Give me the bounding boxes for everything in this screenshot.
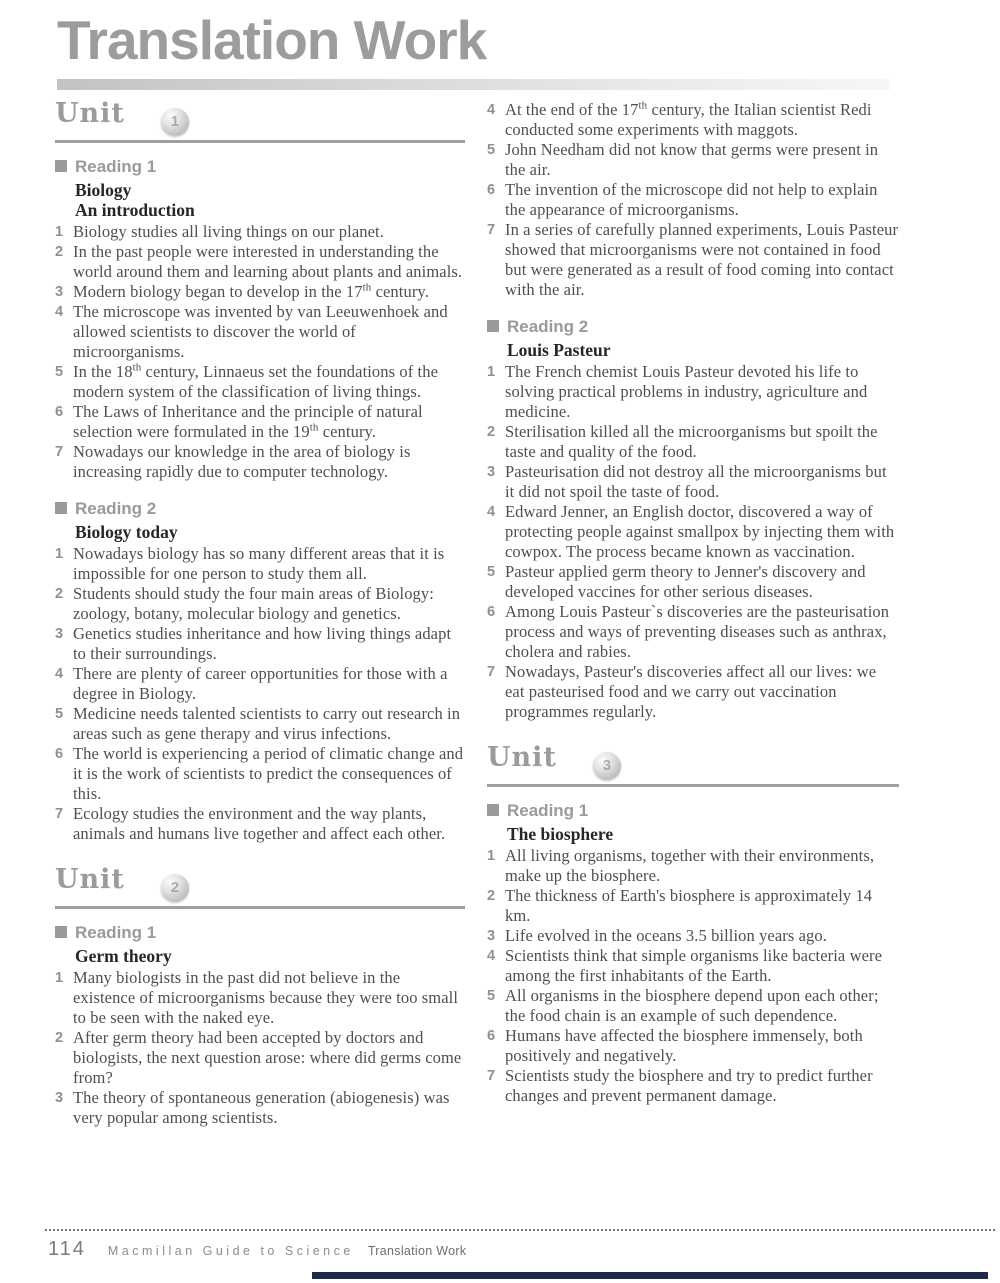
reading-section — [55, 157, 465, 482]
sentence-list — [55, 968, 465, 1128]
item-text: Pasteurisation did not destroy all the microorganisms but it did not spoil the taste of food. — [505, 462, 887, 501]
numbered-sentence — [487, 462, 899, 502]
item-text: There are plenty of career opportunities for those with a degree in Biology. — [73, 664, 448, 703]
numbered-sentence — [55, 302, 465, 362]
reading-label — [55, 499, 465, 519]
sentence-list — [55, 222, 465, 482]
left-column — [55, 98, 465, 1145]
item-number: 2 — [55, 244, 64, 260]
unit-label: Unit — [487, 742, 557, 773]
numbered-sentence — [487, 886, 899, 926]
reading-section — [487, 317, 899, 722]
item-number: 6 — [487, 182, 496, 198]
reading-label-text: Reading 1 — [507, 801, 589, 820]
item-text: Pasteur applied germ theory to Jenner's discovery and developed vaccines for other serious diseases. — [505, 562, 866, 601]
unit-number: 3 — [602, 757, 612, 774]
reading-label — [55, 157, 465, 177]
numbered-sentence — [487, 220, 899, 300]
numbered-sentence — [55, 362, 465, 402]
unit-heading — [55, 98, 465, 143]
item-number: 1 — [487, 364, 496, 380]
reading-title: The biosphere — [507, 824, 614, 844]
item-number: 4 — [487, 102, 496, 118]
item-number: 4 — [55, 666, 64, 682]
title-underline-bar — [57, 79, 890, 90]
numbered-sentence — [55, 584, 465, 624]
item-text: Among Louis Pasteur`s discoveries are the pasteurisation process and ways of preventing diseases such as anthrax, cholera and rabies. — [505, 602, 890, 661]
reading-label-text: Reading 1 — [75, 923, 157, 942]
numbered-sentence — [487, 502, 899, 562]
item-text: The French chemist Louis Pasteur devoted his life to solving practical problems in industry, agriculture and medicine. — [505, 362, 868, 421]
numbered-sentence — [55, 402, 465, 442]
reading-title: An introduction — [75, 200, 195, 220]
sentence-list — [487, 100, 899, 300]
numbered-sentence — [55, 442, 465, 482]
unit-heading — [55, 864, 465, 909]
reading-square-icon — [487, 804, 499, 816]
sentence-list — [487, 846, 899, 1106]
reading-section — [487, 100, 899, 300]
item-number: 5 — [487, 564, 496, 580]
item-text: All living organisms, together with their environments, make up the biosphere. — [505, 846, 875, 885]
reading-square-icon — [55, 926, 67, 938]
item-number: 1 — [55, 546, 64, 562]
unit-number: 1 — [170, 113, 180, 130]
numbered-sentence — [55, 1088, 465, 1128]
numbered-sentence — [55, 242, 465, 282]
item-text: Many biologists in the past did not believe in the existence of microorganisms because they were too small to be seen with the naked eye. — [73, 968, 459, 1027]
reading-label — [487, 801, 899, 821]
footer-dotted-rule — [45, 1229, 995, 1231]
item-number: 1 — [55, 970, 64, 986]
item-text: Scientists study the biosphere and try to predict further changes and prevent permanent damage. — [505, 1066, 873, 1105]
item-number: 6 — [487, 604, 496, 620]
item-text: Life evolved in the oceans 3.5 billion years ago. — [505, 926, 827, 945]
unit-number-ball-icon — [161, 108, 189, 136]
right-column — [487, 98, 899, 1123]
numbered-sentence — [487, 1026, 899, 1066]
reading-square-icon — [55, 502, 67, 514]
numbered-sentence — [55, 544, 465, 584]
item-text: The theory of spontaneous generation (abiogenesis) was very popular among scientists. — [73, 1088, 450, 1127]
numbered-sentence — [487, 422, 899, 462]
reading-section — [55, 499, 465, 844]
numbered-sentence — [55, 804, 465, 844]
footer-section-title: Translation Work — [367, 1244, 467, 1258]
reading-square-icon — [487, 320, 499, 332]
numbered-sentence — [487, 140, 899, 180]
numbered-sentence — [487, 986, 899, 1026]
item-number: 3 — [55, 626, 64, 642]
unit-number-ball-icon — [161, 874, 189, 902]
item-number: 7 — [487, 664, 496, 680]
item-number: 6 — [55, 404, 64, 420]
item-text: In the past people were interested in understanding the world around them and learning about plants and animals. — [73, 242, 463, 281]
reading-title: Germ theory — [75, 946, 172, 966]
item-number: 2 — [55, 586, 64, 602]
item-text: The world is experiencing a period of climatic change and it is the work of scientists to predict the consequences of this. — [73, 744, 464, 803]
item-number: 3 — [55, 284, 64, 300]
numbered-sentence — [55, 222, 465, 242]
scan-edge-bar — [312, 1272, 988, 1279]
item-text: Edward Jenner, an English doctor, discovered a way of protecting people against smallpox by injecting them with cowpox. The process became known as vaccination. — [505, 502, 895, 561]
item-text: In the 18th century, Linnaeus set the foundations of the modern system of the classification of living things. — [73, 361, 439, 401]
sentence-list — [55, 544, 465, 844]
item-text: At the end of the 17th century, the Italian scientist Redi conducted some experiments with maggots. — [505, 99, 872, 139]
numbered-sentence — [487, 562, 899, 602]
numbered-sentence — [487, 100, 899, 140]
reading-title: Biology — [75, 180, 132, 200]
reading-square-icon — [55, 160, 67, 172]
item-number: 4 — [487, 948, 496, 964]
numbered-sentence — [487, 362, 899, 422]
numbered-sentence — [55, 624, 465, 664]
unit-number: 2 — [170, 879, 180, 896]
numbered-sentence — [487, 1066, 899, 1106]
item-text: Scientists think that simple organisms like bacteria were among the first inhabitants of the Earth. — [505, 946, 883, 985]
reading-section — [487, 801, 899, 1106]
numbered-sentence — [55, 282, 465, 302]
item-number: 3 — [487, 464, 496, 480]
unit-number-ball-icon — [593, 752, 621, 780]
item-number: 2 — [487, 888, 496, 904]
item-number: 7 — [487, 222, 496, 238]
page-number: 114 — [48, 1238, 86, 1260]
item-text: Genetics studies inheritance and how living things adapt to their surroundings. — [73, 624, 452, 663]
item-text: Biology studies all living things on our planet. — [73, 222, 384, 241]
item-text: Ecology studies the environment and the way plants, animals and humans live together and affect each other. — [73, 804, 446, 843]
item-text: In a series of carefully planned experiments, Louis Pasteur showed that microorganisms were not contained in food but were generated as a result of food coming into contact with the air. — [505, 220, 899, 299]
numbered-sentence — [487, 946, 899, 986]
unit-label: Unit — [55, 864, 125, 895]
reading-label-text: Reading 2 — [75, 499, 157, 518]
item-text: The Laws of Inheritance and the principle of natural selection were formulated in the 19th century. — [73, 402, 423, 441]
unit-heading — [487, 742, 899, 787]
item-number: 7 — [55, 444, 64, 460]
numbered-sentence — [487, 846, 899, 886]
item-number: 6 — [487, 1028, 496, 1044]
item-text: The thickness of Earth's biosphere is approximately 14 km. — [505, 886, 873, 925]
numbered-sentence — [487, 926, 899, 946]
reading-title: Louis Pasteur — [507, 340, 611, 360]
item-text: Nowadays, Pasteur's discoveries affect all our lives: we eat pasteurised food and we carry out vaccination programmes regularly. — [505, 662, 877, 721]
numbered-sentence — [487, 602, 899, 662]
reading-label-text: Reading 2 — [507, 317, 589, 336]
numbered-sentence — [55, 704, 465, 744]
item-number: 5 — [487, 988, 496, 1004]
footer-book-title: Macmillan Guide to Science — [107, 1244, 354, 1258]
item-number: 2 — [55, 1030, 64, 1046]
item-number: 5 — [55, 706, 64, 722]
item-number: 5 — [487, 142, 496, 158]
item-text: Modern biology began to develop in the 17th century. — [73, 281, 429, 301]
item-number: 6 — [55, 746, 64, 762]
reading-label — [487, 317, 899, 337]
item-number: 1 — [55, 224, 64, 240]
numbered-sentence — [55, 664, 465, 704]
page-title: Translation Work — [57, 9, 487, 71]
item-text: Humans have affected the biosphere immensely, both positively and negatively. — [505, 1026, 863, 1065]
item-text: Sterilisation killed all the microorganisms but spoilt the taste and quality of the food. — [505, 422, 878, 461]
item-text: All organisms in the biosphere depend upon each other; the food chain is an example of such dependence. — [505, 986, 879, 1025]
item-number: 5 — [55, 364, 64, 380]
item-text: The invention of the microscope did not help to explain the appearance of microorganisms. — [505, 180, 878, 219]
item-text: Medicine needs talented scientists to carry out research in areas such as gene therapy and virus infections. — [73, 704, 461, 743]
item-text: Students should study the four main areas of Biology: zoology, botany, molecular biology and genetics. — [73, 584, 434, 623]
item-text: Nowadays biology has so many different areas that it is impossible for one person to study them all. — [73, 544, 445, 583]
item-number: 7 — [55, 806, 64, 822]
numbered-sentence — [55, 744, 465, 804]
sentence-list — [487, 362, 899, 722]
reading-label — [55, 923, 465, 943]
item-text: Nowadays our knowledge in the area of biology is increasing rapidly due to computer technology. — [73, 442, 411, 481]
numbered-sentence — [55, 968, 465, 1028]
unit-label: Unit — [55, 98, 125, 129]
reading-label-text: Reading 1 — [75, 157, 157, 176]
item-number: 4 — [55, 304, 64, 320]
item-text: John Needham did not know that germs were present in the air. — [505, 140, 879, 179]
item-number: 2 — [487, 424, 496, 440]
page-footer — [48, 1238, 466, 1261]
reading-section — [55, 923, 465, 1128]
item-number: 3 — [55, 1090, 64, 1106]
reading-title: Biology today — [75, 522, 178, 542]
item-text: The microscope was invented by van Leeuwenhoek and allowed scientists to discover the world of microorganisms. — [73, 302, 448, 361]
item-number: 7 — [487, 1068, 496, 1084]
item-number: 3 — [487, 928, 496, 944]
item-text: After germ theory had been accepted by doctors and biologists, the next question arose: where did germs come from? — [73, 1028, 462, 1087]
numbered-sentence — [487, 662, 899, 722]
item-number: 1 — [487, 848, 496, 864]
item-number: 4 — [487, 504, 496, 520]
numbered-sentence — [55, 1028, 465, 1088]
numbered-sentence — [487, 180, 899, 220]
